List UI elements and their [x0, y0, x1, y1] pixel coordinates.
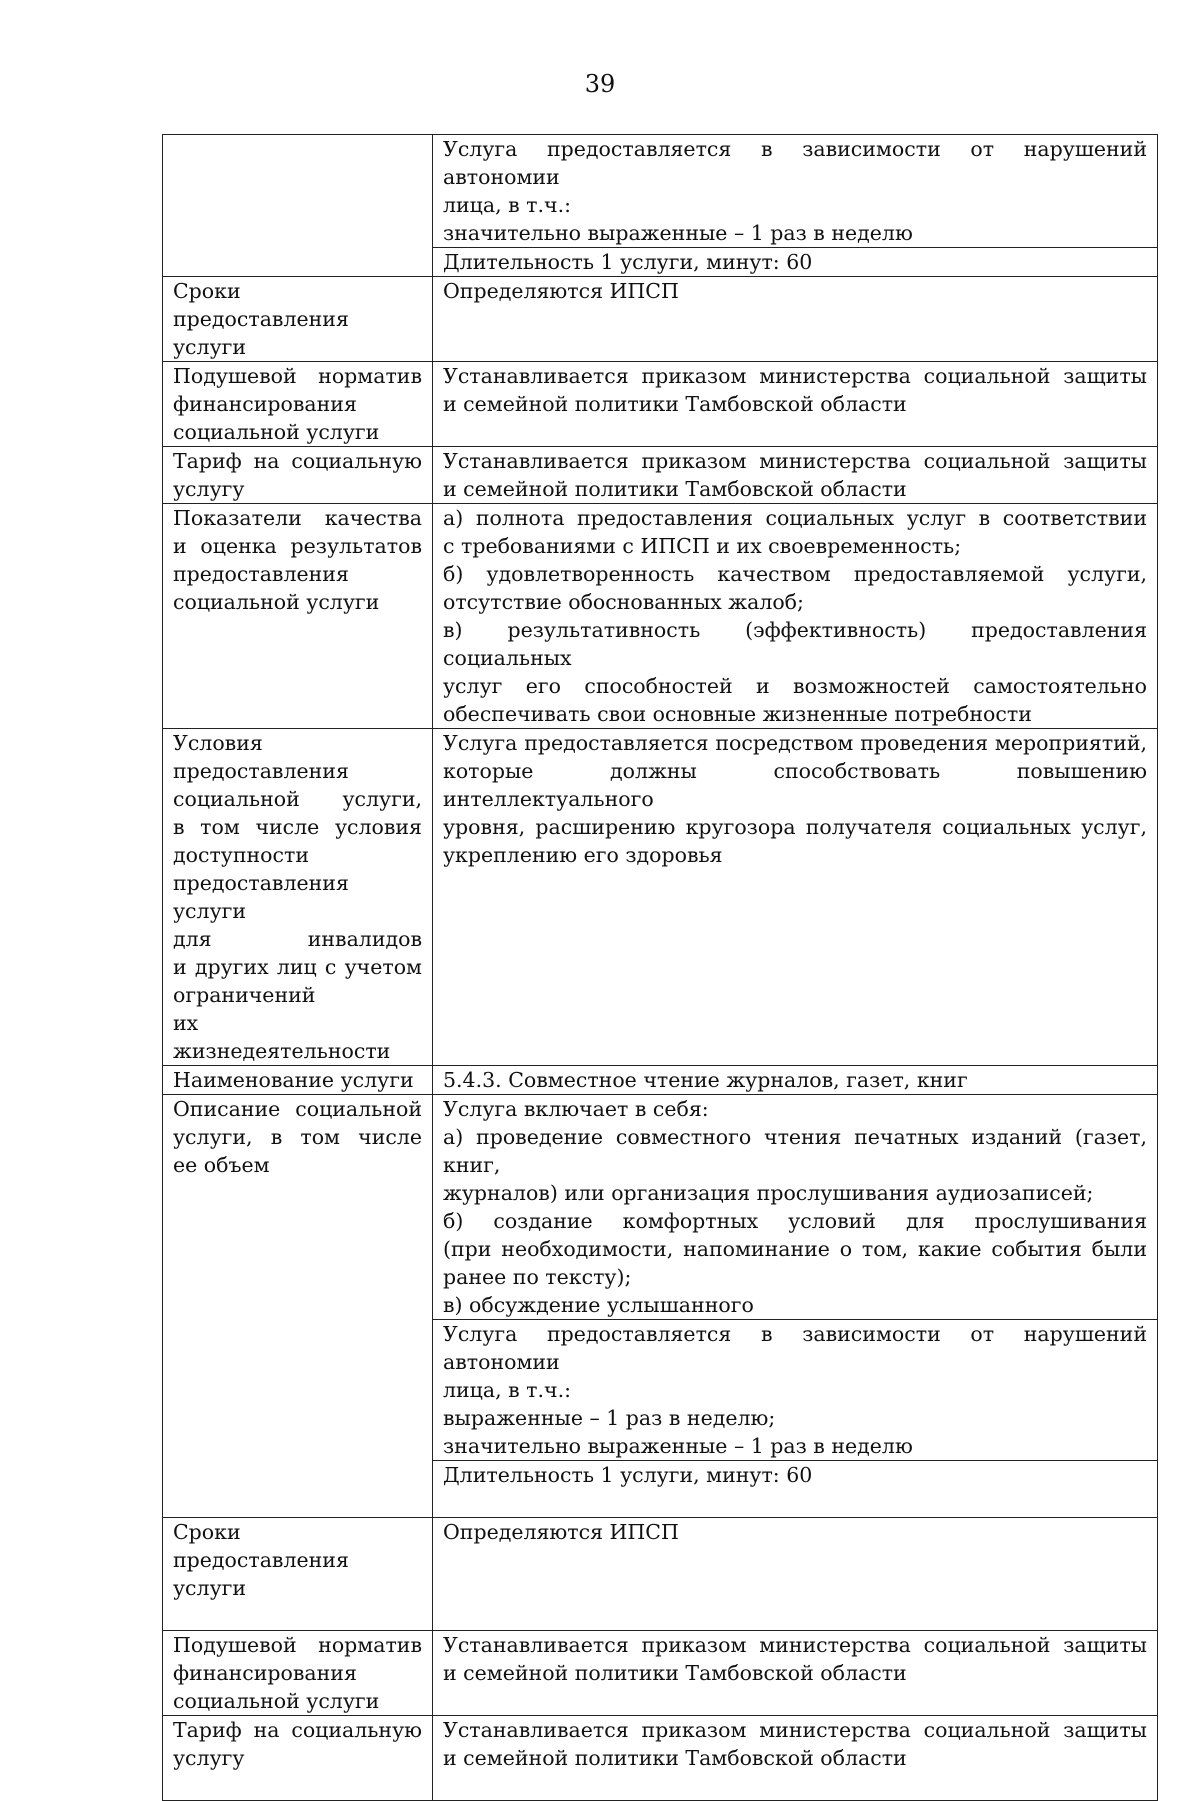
label-cell-description	[163, 1095, 433, 1518]
value-line: Устанавливается приказом министерства социальной защиты	[443, 1718, 1147, 1742]
value-cell-terms: Определяются ИПСП	[433, 277, 1158, 362]
value-cell-conditions	[433, 729, 1158, 1066]
label-cell-service-name: Наименование услуги	[163, 1066, 433, 1095]
label-line: предоставления	[173, 759, 349, 783]
table-row	[163, 504, 1158, 729]
table-row	[163, 362, 1158, 447]
label-line: доступности	[173, 843, 310, 867]
value-line: Устанавливается приказом министерства социальной защиты	[443, 449, 1147, 473]
label-line: услугу	[173, 477, 245, 501]
value-line: б) создание комфортных условий для прослушивания	[443, 1209, 1147, 1233]
value-cell-quality	[433, 504, 1158, 729]
label-line: социальной услуги	[173, 420, 380, 444]
value-line: с требованиями с ИПСП и их своевременность;	[443, 534, 962, 558]
value-line: Устанавливается приказом министерства социальной защиты	[443, 1633, 1147, 1657]
label-line: социальной услуги	[173, 590, 380, 614]
label-cell-tariff-2	[163, 1716, 433, 1801]
value-line: значительно выраженные – 1 раз в неделю	[443, 221, 913, 245]
value-line: Услуга предоставляется посредством проведения мероприятий,	[443, 731, 1147, 755]
value-line: выраженные – 1 раз в неделю;	[443, 1406, 776, 1430]
value-line: обеспечивать свои основные жизненные потребности	[443, 702, 1032, 726]
value-line: и семейной политики Тамбовской области	[443, 1661, 907, 1685]
label-line: ограничений	[173, 983, 316, 1007]
label-line: услуги	[173, 1576, 247, 1600]
label-line: ее объем	[173, 1153, 270, 1177]
value-cell-duration-2	[433, 1461, 1158, 1518]
label-cell-empty	[163, 135, 433, 277]
blank-line	[443, 1489, 1147, 1517]
value-line: а) полнота предоставления социальных услуг в соответствии	[443, 506, 1147, 530]
value-line: Услуга включает в себя:	[443, 1097, 709, 1121]
value-line: отсутствие обоснованных жалоб;	[443, 590, 804, 614]
value-line: Услуга предоставляется в зависимости от нарушений автономии	[443, 137, 1147, 189]
value-line: и семейной политики Тамбовской области	[443, 392, 907, 416]
value-line: Устанавливается приказом министерства социальной защиты	[443, 364, 1147, 388]
table-row	[163, 1631, 1158, 1716]
label-cell-terms-2	[163, 1518, 433, 1631]
table-row	[163, 729, 1158, 1066]
value-line: Услуга предоставляется в зависимости от нарушений автономии	[443, 1322, 1147, 1374]
label-line: Подушевой норматив	[173, 1633, 422, 1657]
value-cell-duration: Длительность 1 услуги, минут: 60	[433, 248, 1158, 277]
table-row	[163, 1066, 1158, 1095]
label-line: их жизнедеятельности	[173, 1011, 391, 1063]
label-cell-tariff	[163, 447, 433, 504]
table-row	[163, 1095, 1158, 1320]
blank-line	[173, 1602, 422, 1630]
page-number: 39	[584, 70, 616, 98]
value-line: б) удовлетворенность качеством предоставляемой услуги,	[443, 562, 1147, 586]
value-line: лица, в т.ч.:	[443, 193, 572, 217]
table-row	[163, 1518, 1158, 1631]
value-line: в) обсуждение услышанного	[443, 1293, 754, 1317]
label-line: предоставления	[173, 562, 349, 586]
label-cell-conditions	[163, 729, 433, 1066]
value-cell-per-capita-2	[433, 1631, 1158, 1716]
table-row	[163, 277, 1158, 362]
label-line: Описание социальной	[173, 1097, 422, 1121]
value-line: а) проведение совместного чтения печатных изданий (газет, книг,	[443, 1125, 1147, 1177]
table-row	[163, 447, 1158, 504]
value-line: лица, в т.ч.:	[443, 1378, 572, 1402]
value-line: укреплению его здоровья	[443, 843, 723, 867]
label-line: Сроки предоставления	[173, 279, 349, 331]
label-line: финансирования	[173, 392, 357, 416]
value-cell-tariff-2	[433, 1716, 1158, 1801]
value-line: Определяются ИПСП	[443, 1520, 679, 1544]
value-line: которые должны способствовать повышению интеллектуального	[443, 759, 1147, 811]
value-cell-autonomy	[433, 135, 1158, 248]
value-cell-terms-2	[433, 1518, 1158, 1631]
value-line: и семейной политики Тамбовской области	[443, 477, 907, 501]
label-line: услуги, в том числе	[173, 1125, 422, 1149]
label-line: услуги	[173, 335, 247, 359]
value-line: в) результативность (эффективность) предоставления социальных	[443, 618, 1147, 670]
label-line: социальной услуги	[173, 1689, 380, 1713]
label-cell-quality	[163, 504, 433, 729]
value-cell-per-capita	[433, 362, 1158, 447]
blank-line	[173, 1772, 422, 1800]
label-line: Показатели качества	[173, 506, 422, 530]
label-cell-per-capita-2	[163, 1631, 433, 1716]
value-line: ранее по тексту);	[443, 1265, 632, 1289]
services-table	[162, 134, 1158, 1801]
label-line: Подушевой норматив	[173, 364, 422, 388]
label-line: в том числе условия	[173, 815, 422, 839]
label-line: и оценка результатов	[173, 534, 422, 558]
label-line: предоставления услуги	[173, 871, 349, 923]
value-cell-description	[433, 1095, 1158, 1320]
value-line: журналов) или организация прослушивания аудиозаписей;	[443, 1181, 1094, 1205]
value-line: услуг его способностей и возможностей самостоятельно	[443, 674, 1147, 698]
label-line: Условия	[173, 731, 263, 755]
value-line: (при необходимости, напоминание о том, какие события были	[443, 1237, 1147, 1261]
value-cell-tariff	[433, 447, 1158, 504]
label-line: финансирования	[173, 1661, 357, 1685]
label-line: социальной услуги,	[173, 787, 422, 811]
value-cell-autonomy-2	[433, 1320, 1158, 1461]
label-cell-terms	[163, 277, 433, 362]
label-line: для инвалидов	[173, 927, 422, 951]
table-row	[163, 135, 1158, 248]
value-line: значительно выраженные – 1 раз в неделю	[443, 1434, 913, 1458]
label-line: и других лиц с учетом	[173, 955, 422, 979]
label-line: Тариф на социальную	[173, 1718, 422, 1742]
label-line: услугу	[173, 1746, 245, 1770]
value-cell-service-name: 5.4.3. Совместное чтение журналов, газет, книг	[433, 1066, 1158, 1095]
label-line: Тариф на социальную	[173, 449, 422, 473]
label-cell-per-capita	[163, 362, 433, 447]
value-line: и семейной политики Тамбовской области	[443, 1746, 907, 1770]
label-line: Сроки предоставления	[173, 1520, 349, 1572]
table-row	[163, 1716, 1158, 1801]
value-line: Длительность 1 услуги, минут: 60	[443, 1463, 813, 1487]
value-line: уровня, расширению кругозора получателя социальных услуг,	[443, 815, 1147, 839]
